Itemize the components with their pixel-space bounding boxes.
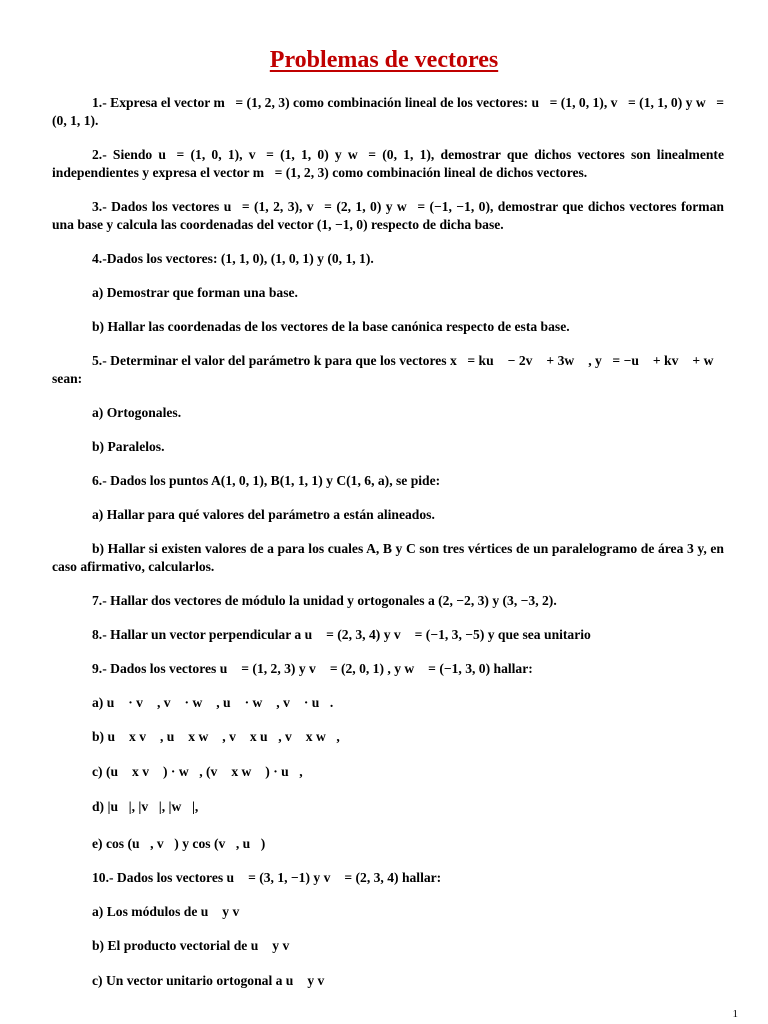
problem-5a: a) Ortogonales.: [92, 405, 182, 420]
problem-9e: e) cos (u⃗, v⃗) y cos (v⃗, u⃗): [92, 836, 266, 851]
problem-4b: b) Hallar las coordenadas de los vectores de la base canónica respecto de esta base.: [92, 319, 570, 334]
problem-1: 1.- Expresa el vector m⃗= (1, 2, 3) como combinación lineal de los vectores: u⃗= (1, 0, 1), v⃗= (1, 1, 0) y w⃗= (0, 1, 1).: [52, 95, 724, 128]
page-title: Problemas de vectores: [269, 47, 499, 73]
problem-7: 7.- Hallar dos vectores de módulo la unidad y ortogonales a (2, −2, 3) y (3, −3, 2).: [92, 593, 557, 608]
problem-9a: a) u⃗ · v⃗ , v⃗ · w⃗ , u⃗ · w⃗ , v⃗ · u⃗.: [92, 695, 334, 710]
problem-8: 8.- Hallar un vector perpendicular a u⃗ = (2, 3, 4) y v⃗ = (−1, 3, −5) y que sea unitario: [92, 627, 591, 642]
page-number: 1: [732, 1008, 738, 1020]
problem-10b: b) El producto vectorial de u⃗ y v⃗: [92, 938, 300, 953]
problem-9d: d) |u⃗|, |v⃗|, |w⃗|,: [92, 799, 199, 814]
problem-5b: b) Paralelos.: [92, 439, 165, 454]
problem-9b: b) u⃗ x v⃗ , u⃗ x w⃗ , v⃗ x u⃗, v⃗ x w⃗,: [92, 729, 340, 744]
problem-10a: a) Los módulos de u⃗ y v⃗: [92, 904, 250, 919]
problem-10: 10.- Dados los vectores u⃗ = (3, 1, −1) y v⃗ = (2, 3, 4) hallar:: [92, 870, 442, 885]
problem-4a: a) Demostrar que forman una base.: [92, 285, 298, 300]
problem-9: 9.- Dados los vectores u⃗ = (1, 2, 3) y v⃗ = (2, 0, 1) , y w⃗ = (−1, 3, 0) hallar:: [92, 661, 533, 676]
problem-6a: a) Hallar para qué valores del parámetro a están alineados.: [92, 507, 435, 522]
problem-9c: c) (u⃗ x v⃗ ) · w⃗, (v⃗ x w⃗ ) · u⃗,: [92, 764, 303, 779]
problem-6b: b) Hallar si existen valores de a para los cuales A, B y C son tres vértices de un paralelogramo de área 3 y, en caso afirmativo, calcularlos.: [52, 541, 724, 574]
problem-4: 4.-Dados los vectores: (1, 1, 0), (1, 0, 1) y (0, 1, 1).: [92, 251, 374, 266]
problem-10c: c) Un vector unitario ortogonal a u⃗ y v⃗: [92, 973, 335, 988]
problem-6: 6.- Dados los puntos A(1, 0, 1), B(1, 1, 1) y C(1, 6, a), se pide:: [92, 473, 441, 488]
problem-2: 2.- Siendo u⃗= (1, 0, 1), v⃗= (1, 1, 0) y w⃗= (0, 1, 1), demostrar que dichos vectores son linealmente independientes y expresa el vector m⃗= (1, 2, 3) como combinación lineal de dichos vectores.: [52, 147, 724, 180]
problem-3: 3.- Dados los vectores u⃗= (1, 2, 3), v⃗= (2, 1, 0) y w⃗= (−1, −1, 0), demostrar que dichos vectores forman una base y calcula las coordenadas del vector (1, −1, 0) respecto de dicha base.: [52, 199, 724, 232]
problem-5: 5.- Determinar el valor del parámetro k para que los vectores x⃗= ku⃗ − 2v⃗ + 3w⃗ , y⃗= −u⃗ + kv⃗ + w⃗ sean:: [52, 353, 724, 386]
